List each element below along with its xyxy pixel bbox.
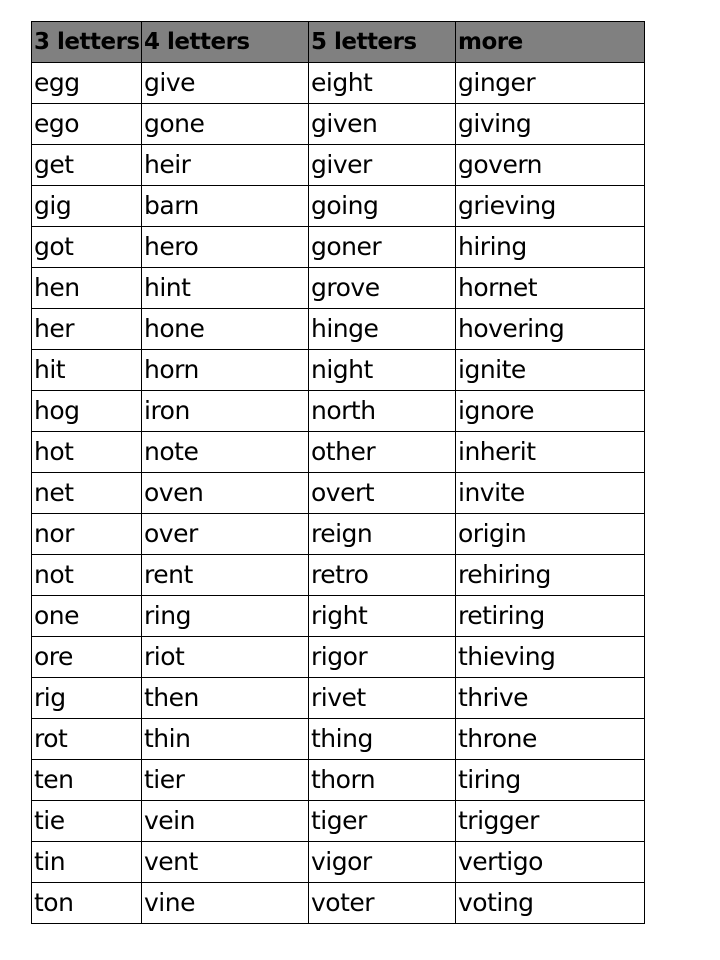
word-3-letters-cell: ten xyxy=(32,760,142,801)
header-row xyxy=(32,22,645,63)
word-3-letters-cell: hot xyxy=(32,432,142,473)
word-5-letters-cell: rivet xyxy=(309,678,456,719)
word-more-cell: hornet xyxy=(456,268,645,309)
word-3-letters-cell: rig xyxy=(32,678,142,719)
table-row xyxy=(32,350,645,391)
word-more-cell: ginger xyxy=(456,63,645,104)
word-more-cell: voting xyxy=(456,883,645,924)
word-4-letters-cell: barn xyxy=(142,186,309,227)
word-5-letters-cell: retro xyxy=(309,555,456,596)
word-more-cell: throne xyxy=(456,719,645,760)
table-row xyxy=(32,801,645,842)
word-3-letters-cell: gig xyxy=(32,186,142,227)
word-more-cell: trigger xyxy=(456,801,645,842)
word-3-letters-cell: ton xyxy=(32,883,142,924)
table-row xyxy=(32,309,645,350)
word-more-cell: vertigo xyxy=(456,842,645,883)
word-5-letters-cell: night xyxy=(309,350,456,391)
word-more-cell: thrive xyxy=(456,678,645,719)
word-4-letters-cell: iron xyxy=(142,391,309,432)
word-5-letters-cell: eight xyxy=(309,63,456,104)
word-4-letters-cell: gone xyxy=(142,104,309,145)
word-4-letters-cell: horn xyxy=(142,350,309,391)
word-5-letters-cell: hinge xyxy=(309,309,456,350)
table-row xyxy=(32,473,645,514)
word-4-letters-cell: hone xyxy=(142,309,309,350)
table-row xyxy=(32,104,645,145)
word-4-letters-cell: over xyxy=(142,514,309,555)
word-more-cell: origin xyxy=(456,514,645,555)
word-3-letters-cell: egg xyxy=(32,63,142,104)
word-5-letters-cell: north xyxy=(309,391,456,432)
word-3-letters-cell: hit xyxy=(32,350,142,391)
word-4-letters-cell: note xyxy=(142,432,309,473)
word-more-cell: giving xyxy=(456,104,645,145)
word-more-cell: invite xyxy=(456,473,645,514)
table-row xyxy=(32,555,645,596)
table-row xyxy=(32,227,645,268)
word-5-letters-cell: goner xyxy=(309,227,456,268)
word-4-letters-cell: vein xyxy=(142,801,309,842)
table-row xyxy=(32,637,645,678)
word-5-letters-cell: rigor xyxy=(309,637,456,678)
word-more-cell: hiring xyxy=(456,227,645,268)
table-row xyxy=(32,63,645,104)
word-4-letters-cell: riot xyxy=(142,637,309,678)
word-more-cell: tiring xyxy=(456,760,645,801)
table-row xyxy=(32,514,645,555)
word-4-letters-cell: rent xyxy=(142,555,309,596)
word-more-cell: thieving xyxy=(456,637,645,678)
word-4-letters-cell: vent xyxy=(142,842,309,883)
table-row xyxy=(32,760,645,801)
word-5-letters-cell: going xyxy=(309,186,456,227)
word-4-letters-cell: heir xyxy=(142,145,309,186)
word-4-letters-cell: hint xyxy=(142,268,309,309)
word-5-letters-cell: reign xyxy=(309,514,456,555)
word-more-cell: inherit xyxy=(456,432,645,473)
word-more-cell: hovering xyxy=(456,309,645,350)
word-more-cell: retiring xyxy=(456,596,645,637)
word-more-cell: ignite xyxy=(456,350,645,391)
word-5-letters-cell: thorn xyxy=(309,760,456,801)
word-4-letters-cell: thin xyxy=(142,719,309,760)
word-3-letters-cell: one xyxy=(32,596,142,637)
word-3-letters-cell: tin xyxy=(32,842,142,883)
word-5-letters-cell: vigor xyxy=(309,842,456,883)
table-row xyxy=(32,678,645,719)
word-5-letters-cell: other xyxy=(309,432,456,473)
word-3-letters-cell: ego xyxy=(32,104,142,145)
word-more-cell: grieving xyxy=(456,186,645,227)
table-header xyxy=(32,22,645,63)
word-5-letters-cell: right xyxy=(309,596,456,637)
word-more-cell: ignore xyxy=(456,391,645,432)
header-4-letters: 4 letters xyxy=(142,22,309,63)
word-4-letters-cell: give xyxy=(142,63,309,104)
word-4-letters-cell: tier xyxy=(142,760,309,801)
word-3-letters-cell: her xyxy=(32,309,142,350)
word-more-cell: govern xyxy=(456,145,645,186)
table-row xyxy=(32,145,645,186)
word-5-letters-cell: tiger xyxy=(309,801,456,842)
word-5-letters-cell: overt xyxy=(309,473,456,514)
word-4-letters-cell: vine xyxy=(142,883,309,924)
word-4-letters-cell: oven xyxy=(142,473,309,514)
word-list-table xyxy=(31,21,645,924)
table-row xyxy=(32,268,645,309)
header-5-letters: 5 letters xyxy=(309,22,456,63)
word-3-letters-cell: hog xyxy=(32,391,142,432)
word-3-letters-cell: net xyxy=(32,473,142,514)
table-row xyxy=(32,186,645,227)
table-body xyxy=(32,63,645,924)
word-5-letters-cell: given xyxy=(309,104,456,145)
table-row xyxy=(32,883,645,924)
word-5-letters-cell: grove xyxy=(309,268,456,309)
word-more-cell: rehiring xyxy=(456,555,645,596)
word-3-letters-cell: tie xyxy=(32,801,142,842)
word-3-letters-cell: get xyxy=(32,145,142,186)
word-5-letters-cell: voter xyxy=(309,883,456,924)
table-row xyxy=(32,719,645,760)
word-3-letters-cell: hen xyxy=(32,268,142,309)
table-row xyxy=(32,842,645,883)
word-3-letters-cell: ore xyxy=(32,637,142,678)
header-3-letters: 3 letters xyxy=(32,22,142,63)
table-row xyxy=(32,391,645,432)
word-3-letters-cell: nor xyxy=(32,514,142,555)
word-3-letters-cell: rot xyxy=(32,719,142,760)
word-3-letters-cell: not xyxy=(32,555,142,596)
word-4-letters-cell: then xyxy=(142,678,309,719)
word-4-letters-cell: hero xyxy=(142,227,309,268)
table-row xyxy=(32,596,645,637)
header-more: more xyxy=(456,22,645,63)
word-4-letters-cell: ring xyxy=(142,596,309,637)
table-row xyxy=(32,432,645,473)
word-5-letters-cell: giver xyxy=(309,145,456,186)
word-5-letters-cell: thing xyxy=(309,719,456,760)
word-3-letters-cell: got xyxy=(32,227,142,268)
